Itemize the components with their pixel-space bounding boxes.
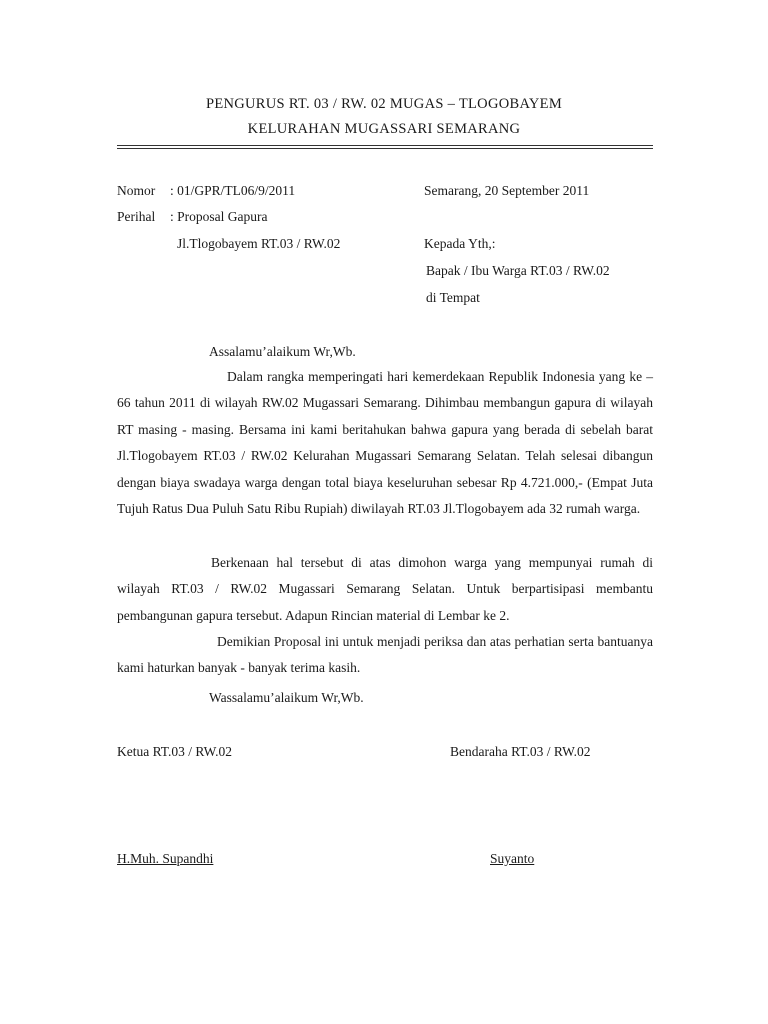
recipient-line-3: di Tempat [426,290,480,305]
nomor-label: Nomor [117,183,156,198]
letterhead-line-1: PENGURUS RT. 03 / RW. 02 MUGAS – TLOGOBAYEM [205,96,563,112]
signature-name-left-text: H.Muh. Supandhi [117,851,214,866]
nomor-value: : 01/GPR/TL06/9/2011 [170,183,296,198]
signature-role-right: Bendaraha RT.03 / RW.02 [450,744,591,759]
place-date: Semarang, 20 September 2011 [424,183,590,198]
recipient-line-1: Kepada Yth,: [424,236,496,251]
recipient-line-2: Bapak / Ibu Warga RT.03 / RW.02 [426,263,610,278]
paragraph-2-text: Berkenaan hal tersebut di atas dimohon warga yang mempunyai rumah di wilayah RT.03 / RW.02 Mugassari Semarang Selatan. Untuk berpartisipasi membantu pembangunan gapura tersebut. Adapun Rincian material di Lembar ke 2. [117,555,653,623]
signature-role-left: Ketua RT.03 / RW.02 [117,744,233,759]
paragraph-3-text: Demikian Proposal ini untuk menjadi periksa dan atas perhatian serta bantuanya kami haturkan banyak - banyak terima kasih. [117,634,653,676]
closing: Wassalamu’alaikum Wr,Wb. [209,690,364,705]
paragraph-3 [117,629,653,682]
greeting: Assalamu’alaikum Wr,Wb. [209,344,356,359]
paragraph-1-text: Dalam rangka memperingati hari kemerdekaan Republik Indonesia yang ke – 66 tahun 2011 di wilayah RW.02 Mugassari Semarang. Dihimbau membangun gapura di wilayah RT masing - masing. Bersama ini kami beritahukan bahwa gapura yang berada di sebelah barat Jl.Tlogobayem RT.03 / RW.02 Kelurahan Mugassari Semarang Selatan. Telah selesai dibangun dengan biaya swadaya warga dengan total biaya keseluruhan sebesar Rp 4.721.000,- (Empat Juta Tujuh Ratus Dua Puluh Satu Ribu Rupiah) diwilayah RT.03 Jl.Tlogobayem ada 32 rumah warga. [117,369,653,517]
signature-name-right-text: Suyanto [490,851,535,866]
perihal-line-2: Jl.Tlogobayem RT.03 / RW.02 [177,236,341,251]
letterhead-divider [117,145,653,149]
paragraph-2 [117,550,653,629]
paragraph-1 [117,364,653,522]
signature-name-right [490,852,534,866]
perihal-label: Perihal [117,209,156,224]
letterhead-line-2: KELURAHAN MUGASSARI SEMARANG [247,121,521,137]
signature-name-left [117,852,213,866]
perihal-value: : Proposal Gapura [170,209,268,224]
